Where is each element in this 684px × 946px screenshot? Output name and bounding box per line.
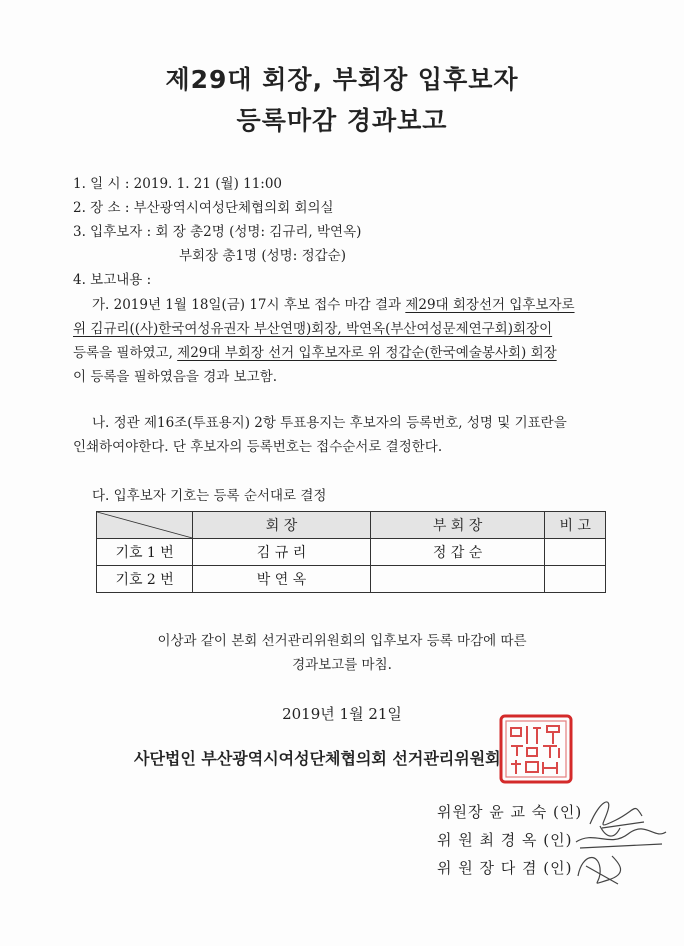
item-place: 2. 장 소 : 부산광역시여성단체협의회 회의실 [73, 200, 334, 216]
document-date: 2019년 1월 21일 [282, 705, 402, 723]
item-date: 1. 일 시 : 2019. 1. 21 (월) 11:00 [73, 176, 283, 192]
item-report-heading: 4. 보고내용 : [73, 272, 152, 288]
table-cell-label: 기호 1 번 [97, 539, 193, 566]
para-na-line1: 나. 정관 제16조(투표용지) 2항 투표용지는 후보자의 등록번호, 성명 및 기표란을 [92, 415, 567, 431]
para-ga-line2: 위 김규리((사)한국여성유권자 부산연맹)회장, 박연옥(부산여성문제연구회)회장이 [73, 321, 553, 337]
organization-name: 사단법인 부산광역시여성단체협의회 선거관리위원회 [134, 749, 501, 768]
para-ga-line4: 이 등록을 필하였음을 경과 보고함. [73, 369, 278, 385]
table-cell-vice [370, 566, 545, 593]
table-cell-note [545, 566, 606, 593]
table-row [97, 566, 606, 593]
committee-chair: 위원장 윤 교 숙 (인) [437, 803, 583, 821]
table-row [97, 539, 606, 566]
para-da-line1: 다. 입후보자 기호는 등록 순서대로 결정 [92, 488, 327, 504]
table-header-note: 비 고 [545, 512, 606, 539]
candidate-table [96, 511, 606, 593]
table-cell-note [545, 539, 606, 566]
document-title-line1: 제29대 회장, 부회장 입후보자 [165, 65, 519, 94]
signature-member-2 [568, 846, 628, 890]
para-na-line2: 인쇄하여야한다. 단 후보자의 등록번호는 접수순서로 결정한다. [73, 439, 443, 455]
table-corner-cell [97, 512, 193, 539]
closing-line1: 이상과 같이 본회 선거관리위원회의 입후보자 등록 마감에 따른 [157, 633, 527, 649]
committee-member-1: 위 원 최 경 옥 (인) [437, 831, 573, 849]
official-seal [499, 714, 573, 784]
para-ga-line1: 가. 2019년 1월 18일(금) 17시 후보 접수 마감 결과 제29대 회장선거 입후보자로 [92, 297, 575, 313]
item-candidates-vice: 부회장 총1명 (성명: 정갑순) [179, 248, 346, 264]
document-title-line2: 등록마감 경과보고 [236, 106, 448, 135]
table-cell-chair: 박 연 옥 [193, 566, 371, 593]
table-header-vice: 부 회 장 [370, 512, 545, 539]
committee-member-2: 위 원 장 다 겸 (인) [437, 859, 573, 877]
table-header-row [97, 512, 606, 539]
table-cell-label: 기호 2 번 [97, 566, 193, 593]
para-ga-line3: 등록을 필하였고, 제29대 부회장 선거 입후보자로 위 정갑순(한국예술봉사회) 회장 [73, 345, 557, 361]
table-cell-chair: 김 규 리 [193, 539, 371, 566]
table-cell-vice: 정 갑 순 [370, 539, 545, 566]
item-candidates-chair: 3. 입후보자 : 회 장 총2명 (성명: 김규리, 박연옥) [73, 224, 362, 240]
closing-line2: 경과보고를 마침. [292, 657, 392, 673]
table-header-chair: 회 장 [193, 512, 371, 539]
